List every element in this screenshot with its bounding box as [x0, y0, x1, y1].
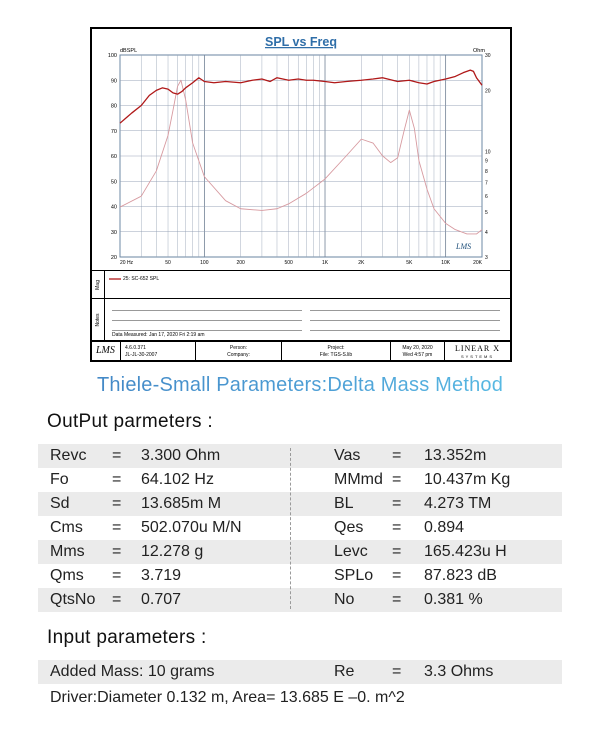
param-r-val: 165.423u H — [424, 543, 507, 560]
param-l-val: 0.707 — [141, 591, 182, 608]
x-tick-label: 10K — [441, 260, 451, 266]
left-axis-label: dBSPL — [120, 48, 138, 54]
x-tick-label: 100 — [200, 260, 209, 266]
x-tick-label: 500 — [284, 260, 293, 266]
param-r-name: No — [334, 591, 355, 608]
param-r-eq: = — [392, 519, 402, 536]
param-l-val: 3.300 Ohm — [141, 447, 221, 464]
right-tick-label: 8 — [485, 168, 488, 175]
footer-time: Wed 4:57 pm — [402, 352, 433, 358]
x-tick-label: 200 — [236, 260, 245, 266]
param-r-val: 0.381 % — [424, 591, 483, 608]
param-r-eq: = — [392, 567, 402, 584]
re-value: 3.3 Ohms — [424, 663, 494, 680]
right-tick-label: 30 — [485, 53, 491, 59]
right-tick-label: 3 — [485, 255, 488, 261]
param-l-val: 64.102 Hz — [141, 471, 214, 488]
lms-version-date: JL-JL-30-2007 — [125, 352, 158, 358]
lms-footer — [92, 340, 510, 360]
table-row — [38, 468, 562, 492]
right-tick-label: 10 — [485, 149, 491, 156]
left-tick-label: 100 — [107, 53, 117, 59]
input-heading: Input parameters : — [47, 627, 207, 648]
company-label: Company: — [227, 352, 250, 358]
ts-parameters-title: Thiele-Small Parameters:Delta Mass Method — [0, 374, 600, 397]
chart-title: SPL vs Freq — [264, 35, 338, 49]
param-l-eq: = — [112, 543, 122, 560]
x-tick-label: 2K — [358, 260, 365, 266]
param-r-val: 0.894 — [424, 519, 465, 536]
param-l-val: 502.070u M/N — [141, 519, 242, 536]
param-r-name: Levc — [334, 543, 368, 560]
table-row — [38, 444, 562, 468]
param-l-name: QtsNo — [50, 591, 96, 608]
left-tick-label: 70 — [110, 128, 117, 135]
param-r-eq: = — [392, 591, 402, 608]
param-l-eq: = — [112, 591, 122, 608]
table-row — [38, 516, 562, 540]
param-l-name: Cms — [50, 519, 83, 536]
re-name: Re — [334, 663, 355, 680]
param-l-name: Mms — [50, 543, 85, 560]
left-tick-label: 50 — [110, 179, 117, 186]
param-l-name: Sd — [50, 495, 70, 512]
left-tick-label: 90 — [110, 78, 117, 85]
legend-label: 25: SC-652 SPL — [123, 276, 160, 282]
param-l-val: 13.685m M — [141, 495, 222, 512]
param-r-eq: = — [392, 471, 402, 488]
notes-strip — [92, 298, 510, 340]
right-tick-label: 5 — [485, 210, 488, 217]
param-r-val: 4.273 TM — [424, 495, 492, 512]
left-tick-label: 30 — [110, 229, 117, 236]
param-r-name: SPLo — [334, 567, 374, 584]
x-tick-label: 20K — [473, 260, 482, 266]
param-l-val: 3.719 — [141, 567, 182, 584]
param-r-val: 10.437m Kg — [424, 471, 511, 488]
param-r-val: 13.352m — [424, 447, 487, 464]
left-tick-label: 60 — [110, 154, 117, 160]
param-l-name: Qms — [50, 567, 84, 584]
param-r-name: Qes — [334, 519, 364, 536]
table-row — [38, 588, 562, 612]
param-r-eq: = — [392, 495, 402, 512]
lms-logo: LMS — [96, 345, 115, 356]
project-label: Project: — [327, 345, 345, 351]
output-heading: OutPut parmeters : — [47, 411, 213, 432]
lms-report — [90, 27, 512, 362]
notes-label: Notes — [95, 312, 101, 327]
param-l-eq: = — [112, 495, 122, 512]
driver-line: Driver:Diameter 0.132 m, Area= 13.685 E –0. m^2 — [50, 689, 405, 706]
linearx-logo: LINEAR X — [454, 344, 501, 353]
added-mass: Added Mass: 10 grams — [50, 663, 215, 680]
left-tick-label: 80 — [110, 103, 117, 110]
param-r-eq: = — [392, 543, 402, 560]
table-row — [38, 540, 562, 564]
lms-version: 4.6.0.371 — [125, 345, 146, 351]
param-r-name: Vas — [334, 447, 361, 464]
x-tick-label: 1K — [321, 260, 329, 266]
param-l-name: Fo — [50, 471, 69, 488]
right-tick-label: 6 — [485, 194, 488, 201]
param-r-name: MMmd — [334, 471, 383, 488]
param-r-name: BL — [334, 495, 354, 512]
table-divider — [290, 448, 291, 609]
table-row — [38, 564, 562, 588]
input-row — [38, 660, 562, 684]
x-tick-label: 5K — [406, 260, 413, 266]
mag-legend-strip — [92, 270, 510, 298]
right-axis-label: Ohm — [473, 48, 485, 54]
param-l-eq: = — [112, 519, 122, 536]
re-eq: = — [392, 663, 402, 680]
right-tick-label: 4 — [485, 229, 488, 236]
lms-watermark: LMS — [456, 242, 472, 251]
param-l-name: Revc — [50, 447, 87, 464]
param-l-eq: = — [112, 447, 122, 464]
left-tick-label: 20 — [110, 255, 117, 261]
person-label: Person: — [229, 345, 248, 351]
x-tick-label: 50 — [165, 260, 171, 266]
left-tick-label: 40 — [110, 204, 117, 211]
param-l-eq: = — [112, 567, 122, 584]
right-tick-label: 20 — [485, 88, 491, 95]
x-tick-label: 20 Hz — [120, 260, 134, 266]
linearx-sub: SYSTEMS — [460, 354, 495, 359]
param-l-val: 12.278 g — [141, 543, 204, 560]
param-r-eq: = — [392, 447, 402, 464]
footer-date: May 20, 2020 — [402, 345, 433, 351]
right-tick-label: 7 — [485, 180, 488, 187]
right-tick-label: 9 — [485, 158, 488, 165]
table-row — [38, 492, 562, 516]
file-label: File: TGS-S.lib — [319, 352, 353, 358]
mag-label: Mag — [95, 279, 101, 290]
param-l-eq: = — [112, 471, 122, 488]
data-measured: Data Measured: Jan 17, 2020 Fri 2:19 am — [112, 332, 205, 338]
param-r-val: 87.823 dB — [424, 567, 497, 584]
